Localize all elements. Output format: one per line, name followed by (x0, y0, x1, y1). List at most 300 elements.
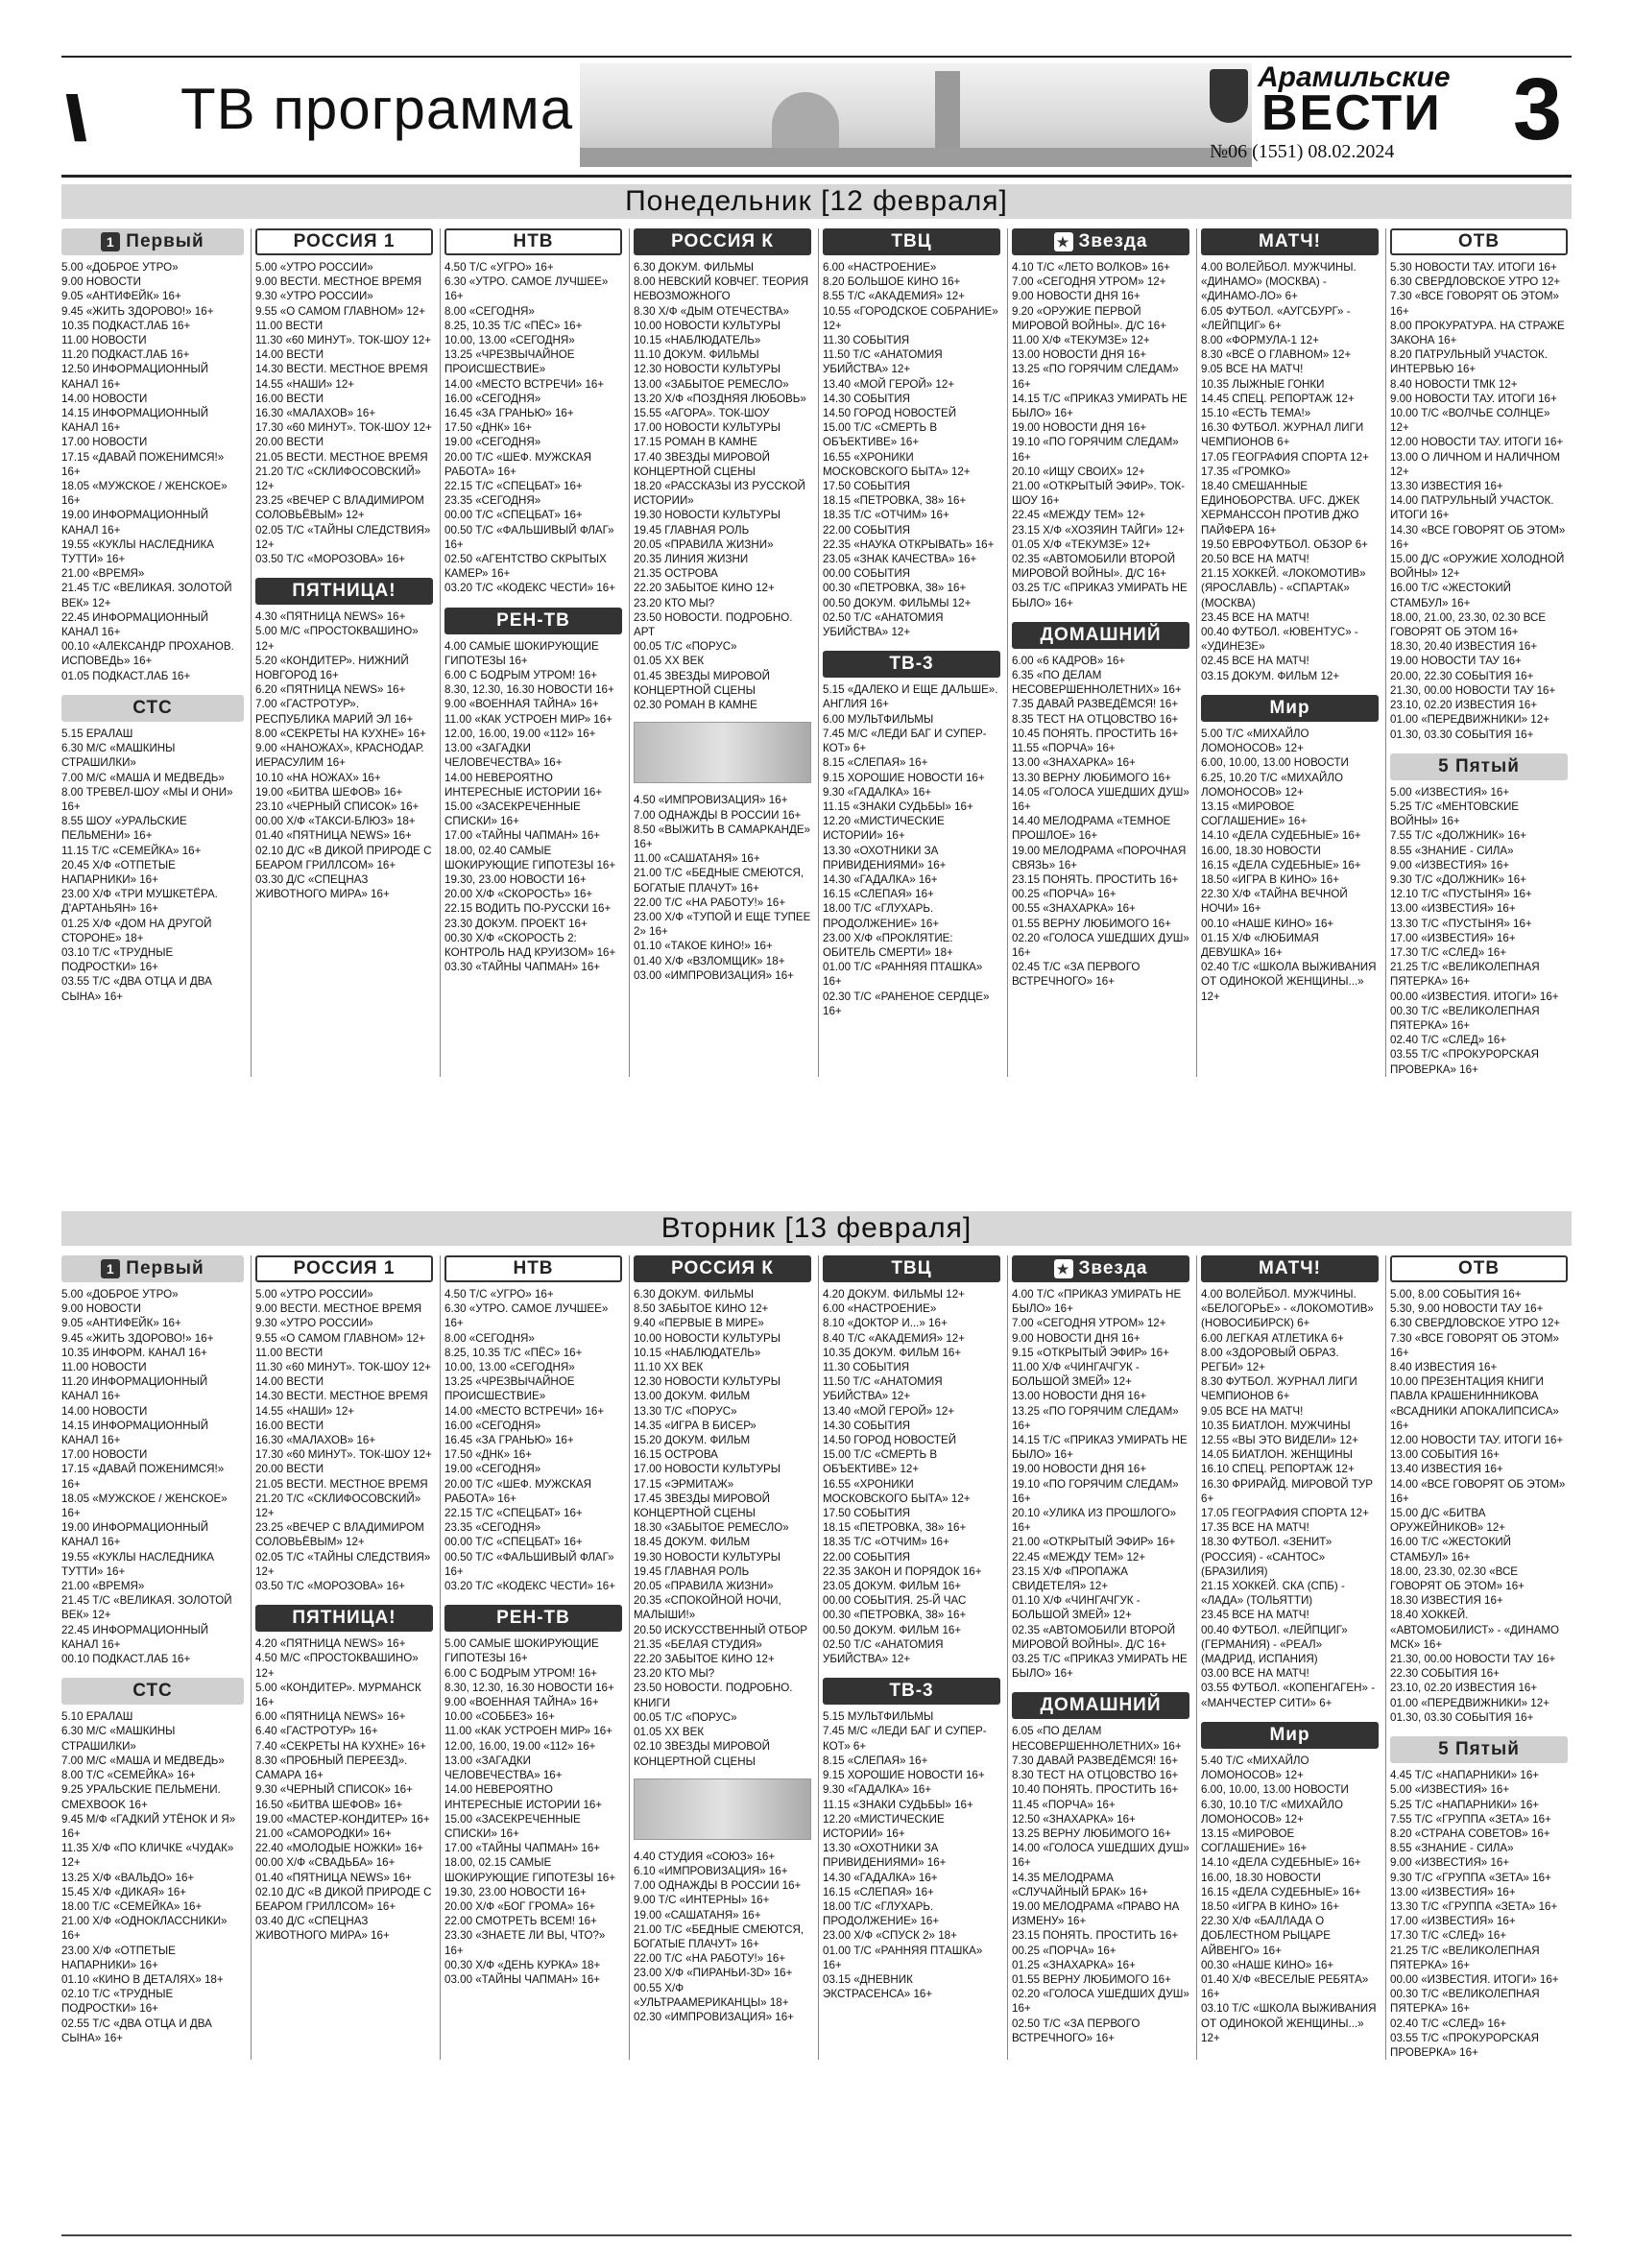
program-item: 01.00 «ПЕРЕДВИЖНИКИ» 12+ (1390, 1696, 1549, 1709)
program-item: 23.10, 02.20 ИЗВЕСТИЯ 16+ (1390, 1682, 1538, 1695)
program-item: 11.00 «САШАТАНЯ» 16+ (634, 852, 760, 866)
program-item: 18.30 ФУТБОЛ. «ЗЕНИТ» (РОССИЯ) - «САНТОС» (БРАЗИЛИЯ) (1201, 1536, 1333, 1578)
program-item: 03.55 ФУТБОЛ. «КОПЕНГАГЕН» - «МАНЧЕСТЕР СИТИ» 6+ (1201, 1682, 1376, 1709)
program-item: 22.45 ИНФОРМАЦИОННЫЙ КАНАЛ 16+ (61, 610, 209, 639)
program-item: 18.05 «МУЖСКОЕ / ЖЕНСКОЕ» 16+ (61, 480, 228, 508)
program-item: 14.00 «МЕСТО ВСТРЕЧИ» 16+ (444, 1404, 605, 1418)
day-monday (61, 184, 1572, 1182)
program-item: 11.15 «ЗНАКИ СУДЬБЫ» 16+ (823, 1798, 973, 1811)
program-item: 13.00 НОВОСТИ ДНЯ 16+ (1012, 1390, 1147, 1403)
program-item: 03.20 Т/С «КОДЕКС ЧЕСТИ» 16+ (444, 582, 615, 595)
program-item: 12.20 «МИСТИЧЕСКИЕ ИСТОРИИ» 16+ (823, 1812, 945, 1840)
program-item: 20.00 ВЕСТИ (255, 436, 324, 449)
program-item: 16.55 «ХРОНИКИ МОСКОВСКОГО БЫТА» 12+ (823, 1477, 971, 1505)
header-photo (580, 63, 1252, 167)
program-item: 9.00 НОВОСТИ ДНЯ 16+ (1012, 290, 1141, 303)
program-item: 03.40 Д/С «СПЕЦНАЗ ЖИВОТНОГО МИРА» 16+ (255, 1915, 390, 1943)
program-item: 00.00 Х/Ф «ТАКСИ-БЛЮЗ» 18+ (255, 815, 416, 828)
program-item: 22.20 ЗАБЫТОЕ КИНО 12+ (634, 1653, 775, 1666)
program-item: 03.30 «ТАЙНЫ ЧАПМАН» 16+ (444, 961, 601, 974)
program-item: 9.30 «УТРО РОССИИ» (255, 290, 373, 303)
issue-info: №06 (1551) 08.02.2024 (1210, 141, 1395, 162)
muz-channel-logo-image (634, 1779, 811, 1840)
program-item: 00.30 Т/С «ВЕЛИКОЛЕПНАЯ ПЯТЕРКА» 16+ (1390, 1988, 1540, 2016)
program-item: 11.10 ДОКУМ. ФИЛЬМЫ (634, 348, 759, 362)
program-item: 15.10 «ЕСТЬ ТЕМА!» (1201, 407, 1311, 420)
schedule-list (444, 639, 622, 975)
program-item: 18.00 Т/С «ГЛУХАРЬ. ПРОДОЛЖЕНИЕ» 16+ (823, 1899, 940, 1928)
program-item: 5.20 «КОНДИТЕР». НИЖНИЙ НОВГОРОД 16+ (255, 654, 409, 682)
program-item: 9.00 НОВОСТИ ДНЯ 16+ (1012, 1331, 1141, 1345)
program-item: 23.25 «ВЕЧЕР С ВЛАДИМИРОМ СОЛОВЬЁВЫМ» 12+ (255, 1521, 424, 1549)
day-date: [13 февраля] (784, 1212, 973, 1244)
program-item: 00.30 Т/С «ВЕЛИКОЛЕПНАЯ ПЯТЕРКА» 16+ (1390, 1004, 1540, 1032)
program-item: 4.30 «ПЯТНИЦА NEWS» 16+ (255, 610, 406, 624)
program-item: 00.00 «ИЗВЕСТИЯ. ИТОГИ» 16+ (1390, 1972, 1559, 1986)
program-item: 13.30 ИЗВЕСТИЯ 16+ (1390, 480, 1503, 493)
program-item: 9.00 «НАНОЖАХ», КРАСНОДАР. ИЕРАСУЛИМ 16+ (255, 742, 424, 770)
program-item: 6.35 «ПО ДЕЛАМ НЕСОВЕРШЕННОЛЕТНИХ» 16+ (1012, 669, 1182, 697)
program-item: 13.40 ИЗВЕСТИЯ 16+ (1390, 1463, 1503, 1476)
program-item: 6.40 «ГАСТРОТУР» 16+ (255, 1725, 378, 1738)
program-item: 14.00 НОВОСТИ (61, 1404, 148, 1418)
program-item: 10.00, 13.00 «СЕГОДНЯ» (444, 334, 575, 347)
program-item: 13.00 «ИЗВЕСТИЯ» 16+ (1390, 1885, 1516, 1898)
program-item: 23.05 «ЗНАК КАЧЕСТВА» 16+ (823, 553, 977, 566)
program-item: 22.35 «НАУКА ОТКРЫВАТЬ» 16+ (823, 537, 995, 551)
program-item: 7.45 М/С «ЛЕДИ БАГ И СУПЕР-КОТ» 6+ (823, 727, 987, 755)
program-item: 14.30 «ГАДАЛКА» 16+ (823, 1871, 938, 1884)
program-item: 8.25, 10.35 Т/С «ПЁС» 16+ (444, 319, 583, 332)
program-item: 13.00 «ЗАБЫТОЕ РЕМЕСЛО» (634, 377, 789, 391)
star-icon: ★ (1054, 1259, 1073, 1278)
program-item: 5.00 «ИЗВЕСТИЯ» 16+ (1390, 785, 1510, 799)
schedule-list (1201, 1287, 1379, 1710)
program-item: 17.00 «ИЗВЕСТИЯ» 16+ (1390, 931, 1516, 944)
program-item: 19.00 МЕЛОДРАМА «ПОРОЧНАЯ СВЯЗЬ» 16+ (1012, 844, 1187, 871)
program-item: 4.10 Т/С «ЛЕТО ВОЛКОВ» 16+ (1012, 261, 1170, 274)
channel-header-rossiya1: РОССИЯ 1 (255, 1255, 433, 1282)
program-item: 22.00 СОБЫТИЯ (823, 523, 911, 537)
schedule-list (1390, 785, 1568, 1077)
program-item: 11.20 ИНФОРМАЦИОННЫЙ КАНАЛ 16+ (61, 1375, 208, 1403)
program-item: 21.25 Т/С «ВЕЛИКОЛЕПНАЯ ПЯТЕРКА» 16+ (1390, 1944, 1540, 1971)
program-item: 18.00, 23.30, 02.30 «ВСЕ ГОВОРЯТ ОБ ЭТОМ» 16+ (1390, 1564, 1525, 1593)
program-item: 11.00 НОВОСТИ (61, 334, 147, 347)
program-item: 23.00 Х/Ф «ОТПЕТЫЕ НАПАРНИКИ» 16+ (61, 1944, 176, 1971)
column-1 (61, 228, 244, 1077)
program-item: 23.00 Х/Ф «ПИРАНЬИ-3D» 16+ (634, 1967, 793, 1980)
program-item: 6.30 М/С «МАШКИНЫ СТРАШИЛКИ» (61, 742, 176, 770)
program-item: 02.10 Д/С «В ДИКОЙ ПРИРОДЕ С БЕАРОМ ГРИЛЛСОМ» 16+ (255, 844, 432, 871)
program-item: 4.00 САМЫЕ ШОКИРУЮЩИЕ ГИПОТЕЗЫ 16+ (444, 639, 599, 667)
muz-channel-logo-image (634, 722, 811, 783)
program-item: 14.00 НЕВЕРОЯТНО ИНТЕРЕСНЫЕ ИСТОРИИ 16+ (444, 1783, 603, 1811)
program-item: 19.00 ИНФОРМАЦИОННЫЙ КАНАЛ 16+ (61, 1521, 209, 1549)
program-item: 8.30, 12.30, 16.30 НОВОСТИ 16+ (444, 1681, 614, 1694)
program-item: 21.25 Т/С «ВЕЛИКОЛЕПНАЯ ПЯТЕРКА» 16+ (1390, 961, 1540, 989)
program-item: 6.10 «ИМПРОВИЗАЦИЯ» 16+ (634, 1864, 788, 1877)
program-item: 03.55 Т/С «ПРОКУРОРСКАЯ ПРОВЕРКА» 16+ (1390, 1048, 1539, 1076)
schedule-list (1012, 1287, 1189, 1681)
program-item: 19.00 НОВОСТИ ТАУ 16+ (1390, 655, 1522, 668)
program-item: 13.30 ВЕРНУ ЛЮБИМОГО 16+ (1012, 771, 1171, 784)
program-item: 18.00 Т/С «ГЛУХАРЬ. ПРОДОЛЖЕНИЕ» 16+ (823, 902, 940, 930)
column-5 (818, 228, 1000, 1077)
program-item: 13.25 «ПО ГОРЯЧИМ СЛЕДАМ» 16+ (1012, 363, 1179, 391)
program-item: 11.00 «КАК УСТРОЕН МИР» 16+ (444, 1725, 612, 1738)
program-item: 21.20 Т/С «СКЛИФОСОВСКИЙ» 12+ (255, 1492, 421, 1520)
program-item: 9.05 «АНТИФЕЙК» 16+ (61, 290, 181, 303)
program-item: 10.00 НОВОСТИ КУЛЬТУРЫ (634, 319, 780, 332)
program-item: 7.40 «СЕКРЕТЫ НА КУХНЕ» 16+ (255, 1739, 426, 1753)
program-item: 9.05 ВСЕ НА МАТЧ! (1201, 1404, 1304, 1418)
program-item: 13.25 «ПО ГОРЯЧИМ СЛЕДАМ» 16+ (1012, 1404, 1179, 1432)
program-item: 18.40 СМЕШАННЫЕ ЕДИНОБОРСТВА. UFC. ДЖЕК ХЕРМАНССОН ПРОТИВ ДЖО ПАЙФЕРА 16+ (1201, 480, 1360, 537)
program-item: 21.05 ВЕСТИ. МЕСТНОЕ ВРЕМЯ (255, 1477, 428, 1491)
program-item: 02.20 «ГОЛОСА УШЕДШИХ ДУШ» 16+ (1012, 1988, 1189, 2016)
channel-header-sts: СТС (61, 695, 244, 722)
program-item: 8.15 «СЛЕПАЯ» 16+ (823, 1754, 928, 1767)
program-item: 14.35 «ИГРА В БИСЕР» (634, 1419, 756, 1432)
program-item: 02.20 «ГОЛОСА УШЕДШИХ ДУШ» 16+ (1012, 931, 1189, 959)
program-item: 6.20 «ПЯТНИЦА NEWS» 16+ (255, 683, 406, 697)
program-item: 17.00 НОВОСТИ КУЛЬТУРЫ (634, 421, 780, 435)
schedule-list (255, 609, 433, 901)
program-item: 9.15 «ОТКРЫТЫЙ ЭФИР» 16+ (1012, 1346, 1169, 1359)
channel-header-otv: ОТВ (1390, 1255, 1568, 1282)
program-item: 02.50 Т/С «АНАТОМИЯ УБИЙСТВА» 12+ (823, 610, 944, 639)
program-item: 22.30 СОБЫТИЯ 16+ (1390, 1667, 1500, 1681)
program-item: 01.05 XX ВЕК (634, 1726, 705, 1739)
program-item: 14.55 «НАШИ» 12+ (255, 377, 355, 391)
program-item: 17.50 «ДНК» 16+ (444, 1448, 532, 1462)
program-item: 8.50 ЗАБЫТОЕ КИНО 12+ (634, 1302, 769, 1316)
program-item: 6.30 ДОКУМ. ФИЛЬМЫ (634, 1288, 755, 1301)
program-item: 9.45 «ЖИТЬ ЗДОРОВО!» 16+ (61, 304, 214, 318)
program-item: 12.55 «ВЫ ЭТО ВИДЕЛИ» 12+ (1201, 1434, 1358, 1447)
program-item: 14.10 «ДЕЛА СУДЕБНЫЕ» 16+ (1201, 829, 1361, 843)
program-item: 9.20 «ОРУЖИЕ ПЕРВОЙ МИРОВОЙ ВОЙНЫ». Д/С 16+ (1012, 304, 1166, 332)
program-item: 21.00 Т/С «БЕДНЫЕ СМЕЮТСЯ, БОГАТЫЕ ПЛАЧУТ» 16+ (634, 867, 804, 895)
program-item: 22.00 Т/С «НА РАБОТУ!» 16+ (634, 895, 786, 909)
program-item: 02.30 «ИМПРОВИЗАЦИЯ» 16+ (634, 2010, 794, 2023)
program-item: 18.05 «МУЖСКОЕ / ЖЕНСКОЕ» 16+ (61, 1492, 228, 1520)
program-item: 8.30 ТЕСТ НА ОТЦОВСТВО 16+ (1012, 1769, 1179, 1782)
program-item: 01.10 Х/Ф «ЧИНГАЧГУК - БОЛЬШОЙ ЗМЕЙ» 12+ (1012, 1594, 1141, 1622)
program-item: 9.45 М/Ф «ГАДКИЙ УТЁНОК И Я» 16+ (61, 1812, 236, 1840)
program-item: 19.10 «ПО ГОРЯЧИМ СЛЕДАМ» 16+ (1012, 1477, 1179, 1505)
column-7 (1196, 1255, 1379, 2060)
program-item: 00.50 Т/С «ФАЛЬШИВЫЙ ФЛАГ» 16+ (444, 523, 614, 551)
program-item: 16.50 «БИТВА ШЕФОВ» 16+ (255, 1798, 403, 1811)
program-item: 9.30 «ЧЕРНЫЙ СПИСОК» 16+ (255, 1783, 413, 1797)
program-item: 23.00 Х/Ф «ПРОКЛЯТИЕ: ОБИТЕЛЬ СМЕРТИ» 18+ (823, 931, 953, 959)
program-item: 5.10 ЕРАЛАШ (61, 1710, 133, 1724)
program-item: 17.00 НОВОСТИ (61, 436, 148, 449)
program-item: 8.00 «СЕГОДНЯ» (444, 304, 535, 318)
program-item: 02.05 Т/С «ТАЙНЫ СЛЕДСТВИЯ» 12+ (255, 1550, 431, 1578)
channel-header-tv3: ТВ-3 (823, 651, 1000, 678)
program-item: 00.30 «ПЕТРОВКА, 38» 16+ (823, 582, 967, 595)
program-item: 16.00 ВЕСТИ (255, 1419, 324, 1432)
program-item: 14.30 СОБЫТИЯ (823, 392, 911, 405)
page-number: 3 (1512, 60, 1562, 158)
program-item: 16.00 Т/С «ЖЕСТОКИЙ СТАМБУЛ» 16+ (1390, 1536, 1512, 1564)
program-item: 02.45 Т/С «ЗА ПЕРВОГО ВСТРЕЧНОГО» 16+ (1012, 961, 1141, 989)
program-item: 17.35 ВСЕ НА МАТЧ! (1201, 1521, 1309, 1535)
program-item: 8.55 «ЗНАНИЕ - СИЛА» (1390, 1842, 1514, 1855)
program-item: 16.15 ОСТРОВА (634, 1448, 718, 1462)
program-item: 15.00 Т/С «СМЕРТЬ В ОБЪЕКТИВЕ» 16+ (823, 421, 938, 449)
program-item: 14.00 «МЕСТО ВСТРЕЧИ» 16+ (444, 377, 605, 391)
program-item: 02.50 «АГЕНТСТВО СКРЫТЫХ КАМЕР» 16+ (444, 553, 607, 581)
program-item: 7.00 «ГАСТРОТУР». РЕСПУБЛИКА МАРИЙ ЭЛ 16+ (255, 698, 414, 726)
program-item: 10.45 ПОНЯТЬ. ПРОСТИТЬ 16+ (1012, 727, 1179, 740)
program-item: 6.25, 10.20 Т/С «МИХАЙЛО ЛОМОНОСОВ» 12+ (1201, 771, 1344, 799)
program-item: 01.00 Т/С «РАННЯЯ ПТАШКА» 16+ (823, 1944, 983, 1971)
program-item: 23.00 Х/Ф «ТУПОЙ И ЕЩЕ ТУПЕЕ 2» 16+ (634, 910, 811, 939)
program-item: 9.00 ВЕСТИ. МЕСТНОЕ ВРЕМЯ (255, 275, 422, 289)
program-item: 21.00 «ВРЕМЯ» (61, 1580, 145, 1593)
program-item: 18.50 «ИГРА В КИНО» 16+ (1201, 1899, 1339, 1913)
schedule-list (823, 1709, 1000, 2001)
program-item: 00.10 ПОДКАСТ.ЛАБ 16+ (61, 1653, 191, 1666)
program-item: 00.50 Т/С «ФАЛЬШИВЫЙ ФЛАГ» 16+ (444, 1550, 614, 1578)
program-item: 18.20 «РАССКАЗЫ ИЗ РУССКОЙ ИСТОРИИ» (634, 480, 805, 508)
program-item: 7.00 М/С «МАША И МЕДВЕДЬ» (61, 771, 225, 784)
program-item: 18.30 ИЗВЕСТИЯ 16+ (1390, 1594, 1503, 1608)
program-item: 16.30 ФРИРАЙД. МИРОВОЙ ТУР 6+ (1201, 1477, 1374, 1505)
program-item: 21.15 ХОККЕЙ. СКА (СПБ) - «ЛАДА» (ТОЛЬЯТТИ) (1201, 1580, 1345, 1608)
program-item: 17.30 «60 МИНУТ». ТОК-ШОУ 12+ (255, 421, 432, 435)
schedule-list (1012, 1724, 1189, 2044)
program-item: 7.55 Т/С «ГРУППА «ЗЕТА» 16+ (1390, 1812, 1551, 1826)
program-item: 11.00 ВЕСТИ (255, 1346, 324, 1359)
program-item: 14.15 ИНФОРМАЦИОННЫЙ КАНАЛ 16+ (61, 407, 209, 435)
program-item: 17.15 «ДАВАЙ ПОЖЕНИМСЯ!» 16+ (61, 450, 225, 478)
program-item: 6.00 С БОДРЫМ УТРОМ! 16+ (444, 669, 598, 682)
program-item: 21.20 Т/С «СКЛИФОСОВСКИЙ» 12+ (255, 465, 421, 493)
program-item: 20.05 «ПРАВИЛА ЖИЗНИ» (634, 537, 774, 551)
program-item: 8.25, 10.35 Т/С «ПЁС» 16+ (444, 1346, 583, 1359)
channel-header-rossiya-k: РОССИЯ К (634, 228, 811, 255)
program-item: 23.15 ПОНЯТЬ. ПРОСТИТЬ 16+ (1012, 872, 1179, 886)
day-tuesday (61, 1211, 1572, 2229)
program-item: 10.00 Т/С «ВОЛЧЬЕ СОЛНЦЕ» 12+ (1390, 407, 1550, 435)
schedule-list (61, 727, 244, 1004)
schedule-list (255, 1287, 433, 1593)
program-item: 01.05 ПОДКАСТ.ЛАБ 16+ (61, 669, 191, 682)
program-item: 13.25 Х/Ф «ВАЛЬДО» 16+ (61, 1871, 195, 1884)
program-item: 13.30 Т/С «ПОРУС» (634, 1404, 737, 1418)
program-item: 19.55 «КУКЛЫ НАСЛЕДНИКА ТУТТИ» 16+ (61, 1550, 215, 1578)
program-item: 14.00 «ВСЕ ГОВОРЯТ ОБ ЭТОМ» 16+ (1390, 1477, 1566, 1505)
program-item: 10.15 «НАБЛЮДАТЕЛЬ» (634, 1346, 761, 1359)
program-item: 16.55 «ХРОНИКИ МОСКОВСКОГО БЫТА» 12+ (823, 450, 971, 478)
program-item: 10.15 «НАБЛЮДАТЕЛЬ» (634, 334, 761, 347)
schedule-list (823, 1287, 1000, 1666)
program-item: 13.15 «МИРОВОЕ СОГЛАШЕНИЕ» 16+ (1201, 1826, 1308, 1855)
program-item: 9.55 «О САМОМ ГЛАВНОМ» 12+ (255, 1331, 425, 1345)
program-item: 14.30 ВЕСТИ. МЕСТНОЕ ВРЕМЯ (255, 1390, 428, 1403)
program-item: 03.55 Т/С «ДВА ОТЦА И ДВА СЫНА» 16+ (61, 975, 212, 1003)
program-item: 20.10 «УЛИКА ИЗ ПРОШЛОГО» 16+ (1012, 1507, 1177, 1535)
program-item: 16.10 СПЕЦ. РЕПОРТАЖ 12+ (1201, 1463, 1355, 1476)
program-item: 22.00 СМОТРЕТЬ ВСЕМ! 16+ (444, 1915, 597, 1928)
program-item: 20.50 ИСКУССТВЕННЫЙ ОТБОР (634, 1623, 807, 1636)
program-item: 11.55 «ПОРЧА» 16+ (1012, 742, 1116, 755)
schedule-list (1012, 654, 1189, 990)
program-item: 20.45 Х/Ф «ОТПЕТЫЕ НАПАРНИКИ» 16+ (61, 858, 176, 886)
program-item: 19.30, 23.00 НОВОСТИ 16+ (444, 872, 587, 886)
program-item: 19.45 ГЛАВНАЯ РОЛЬ (634, 523, 750, 537)
program-item: 6.30 ДОКУМ. ФИЛЬМЫ (634, 261, 755, 274)
column-6 (1007, 1255, 1189, 2060)
program-item: 8.55 Т/С «АКАДЕМИЯ» 12+ (823, 290, 966, 303)
program-item: 16.45 «ЗА ГРАНЬЮ» 16+ (444, 407, 574, 420)
program-item: 4.50 «ИМПРОВИЗАЦИЯ» 16+ (634, 794, 788, 807)
program-item: 7.00 ОДНАЖДЫ В РОССИИ 16+ (634, 1879, 802, 1893)
program-item: 23.15 ПОНЯТЬ. ПРОСТИТЬ 16+ (1012, 1929, 1179, 1943)
program-item: 00.30 «ПЕТРОВКА, 38» 16+ (823, 1609, 967, 1622)
channel-header-pyatnica: ПЯТНИЦА! (255, 578, 433, 605)
program-item: 00.00 Х/Ф «СВАДЬБА» 16+ (255, 1856, 396, 1870)
program-item: 01.00 «ПЕРЕДВИЖНИКИ» 12+ (1390, 713, 1549, 727)
program-item: 8.00 «ЗДОРОВЫЙ ОБРАЗ. РЕГБИ» 12+ (1201, 1346, 1339, 1374)
program-item: 20.05 «ПРАВИЛА ЖИЗНИ» (634, 1580, 774, 1593)
program-item: 03.50 Т/С «МОРОЗОВА» 16+ (255, 1580, 406, 1593)
program-item: 23.50 НОВОСТИ. ПОДРОБНО. КНИГИ (634, 1682, 793, 1709)
program-item: 03.30 Д/С «СПЕЦНАЗ ЖИВОТНОГО МИРА» 16+ (255, 872, 390, 901)
day-date: [12 февраля] (821, 185, 1008, 217)
program-item: 8.00 НЕВСКИЙ КОВЧЕГ. ТЕОРИЯ НЕВОЗМОЖНОГО (634, 275, 809, 303)
program-item: 5.30, 9.00 НОВОСТИ ТАУ 16+ (1390, 1302, 1544, 1316)
program-item: 00.00 СОБЫТИЯ. 25-Й ЧАС (823, 1594, 967, 1608)
program-item: 9.30 «ГАДАЛКА» 16+ (823, 785, 932, 799)
program-item: 13.20 Х/Ф «ПОЗДНЯЯ ЛЮБОВЬ» (634, 392, 806, 405)
ground-strip (580, 148, 1252, 167)
channel-header-rossiya-k: РОССИЯ К (634, 1255, 811, 1282)
program-item: 13.25 ВЕРНУ ЛЮБИМОГО 16+ (1012, 1826, 1171, 1840)
program-item: 5.40 Т/С «МИХАЙЛО ЛОМОНОСОВ» 12+ (1201, 1754, 1309, 1782)
program-item: 11.30 «60 МИНУТ». ТОК-ШОУ 12+ (255, 334, 431, 347)
program-item: 00.05 Т/С «ПОРУС» (634, 1710, 737, 1724)
program-item: 00.40 ФУТБОЛ. «ЮВЕНТУС» - «УДИНЕЗЕ» (1201, 626, 1358, 654)
program-item: 03.15 ДОКУМ. ФИЛЬМ 12+ (1201, 669, 1340, 682)
program-item: 19.00 ИНФОРМАЦИОННЫЙ КАНАЛ 16+ (61, 509, 209, 537)
program-item: 14.50 ГОРОД НОВОСТЕЙ (823, 407, 957, 420)
program-item: 22.15 ВОДИТЬ ПО-РУССКИ 16+ (444, 902, 612, 916)
program-item: 9.00 НОВОСТИ (61, 1302, 141, 1316)
program-item: 8.55 «ЗНАНИЕ - СИЛА» (1390, 844, 1514, 857)
program-item: 16.15 «ДЕЛА СУДЕБНЫЕ» 16+ (1201, 1885, 1361, 1898)
schedule-list (634, 793, 811, 983)
column-8 (1385, 1255, 1568, 2060)
program-item: 11.10 XX ВЕК (634, 1361, 704, 1374)
program-item: 9.45 «ЖИТЬ ЗДОРОВО!» 16+ (61, 1331, 214, 1345)
program-item: 14.30 ВЕСТИ. МЕСТНОЕ ВРЕМЯ (255, 363, 428, 376)
schedule-list (1201, 1754, 1379, 2045)
program-item: 14.00 ВЕСТИ (255, 1375, 324, 1389)
program-item: 19.45 ГЛАВНАЯ РОЛЬ (634, 1564, 750, 1578)
channel-header-perviy: 1 Первый (61, 228, 244, 255)
program-item: 14.00 ПАТРУЛЬНЫЙ УЧАСТОК. ИТОГИ 16+ (1390, 494, 1554, 522)
program-item: 00.10 «АЛЕКСАНДР ПРОХАНОВ. ИСПОВЕДЬ» 16+ (61, 640, 234, 668)
program-item: 9.00 НОВОСТИ ТАУ. ИТОГИ 16+ (1390, 392, 1557, 405)
program-item: 8.00 «СЕКРЕТЫ НА КУХНЕ» 16+ (255, 727, 426, 740)
channel-header-pyatiy: 5 Пятый (1390, 753, 1568, 780)
program-item: 6.00 МУЛЬТФИЛЬМЫ (823, 712, 934, 726)
program-item: 6.00 С БОДРЫМ УТРОМ! 16+ (444, 1666, 598, 1680)
program-item: 12.20 «МИСТИЧЕСКИЕ ИСТОРИИ» 16+ (823, 815, 945, 843)
program-item: 18.45 ДОКУМ. ФИЛЬМ (634, 1536, 751, 1549)
day-label: Понедельник (625, 185, 812, 217)
program-item: 01.25 «ЗНАХАРКА» 16+ (1012, 1958, 1136, 1971)
program-item: 21.00 Х/Ф «ОДНОКЛАССНИКИ» 16+ (61, 1915, 228, 1943)
program-item: 01.55 ВЕРНУ ЛЮБИМОГО 16+ (1012, 917, 1171, 930)
program-item: 21.45 Т/С «ВЕЛИКАЯ. ЗОЛОТОЙ ВЕК» 12+ (61, 582, 232, 609)
program-item: 9.00 «ВОЕННАЯ ТАЙНА» 16+ (444, 698, 599, 711)
column-1 (61, 1255, 244, 2060)
program-item: 6.00, 10.00, 13.00 НОВОСТИ (1201, 1783, 1349, 1797)
program-item: 11.20 ПОДКАСТ.ЛАБ 16+ (61, 348, 190, 362)
program-item: 02.50 Т/С «АНАТОМИЯ УБИЙСТВА» 12+ (823, 1637, 944, 1666)
program-item: 17.00 «ТАЙНЫ ЧАПМАН» 16+ (444, 829, 601, 843)
program-item: 00.30 Х/Ф «СКОРОСТЬ 2: КОНТРОЛЬ НАД КРУИЗОМ» 16+ (444, 931, 616, 959)
program-item: 17.45 ЗВЕЗДЫ МИРОВОЙ КОНЦЕРТНОЙ СЦЕНЫ (634, 1492, 770, 1520)
program-item: 19.30, 23.00 НОВОСТИ 16+ (444, 1885, 587, 1898)
program-item: 13.00 НОВОСТИ ДНЯ 16+ (1012, 348, 1147, 362)
program-item: 6.00 ЛЕГКАЯ АТЛЕТИКА 6+ (1201, 1331, 1344, 1345)
program-item: 16.00 Т/С «ЖЕСТОКИЙ СТАМБУЛ» 16+ (1390, 582, 1512, 609)
program-item: 18.30, 20.40 ИЗВЕСТИЯ 16+ (1390, 640, 1538, 654)
program-item: 9.00 НОВОСТИ (61, 275, 141, 289)
program-item: 16.45 «ЗА ГРАНЬЮ» 16+ (444, 1434, 574, 1447)
program-item: 10.40 ПОНЯТЬ. ПРОСТИТЬ 16+ (1012, 1783, 1179, 1797)
program-item: 18.00, 02.40 САМЫЕ ШОКИРУЮЩИЕ ГИПОТЕЗЫ 16+ (444, 844, 616, 871)
program-item: 17.00 НОВОСТИ КУЛЬТУРЫ (634, 1463, 780, 1476)
program-item: 19.00 «САШАТАНЯ» 16+ (634, 1908, 761, 1922)
program-item: 00.25 «ПОРЧА» 16+ (1012, 888, 1117, 901)
program-item: 13.40 «МОЙ ГЕРОЙ» 12+ (823, 377, 955, 391)
program-item: 10.00, 13.00 «СЕГОДНЯ» (444, 1361, 575, 1374)
program-item: 12.00 НОВОСТИ ТАУ. ИТОГИ 16+ (1390, 436, 1564, 449)
program-item: 16.15 «СЛЕПАЯ» 16+ (823, 1885, 934, 1898)
program-item: 14.30 «ВСЕ ГОВОРЯТ ОБ ЭТОМ» 16+ (1390, 523, 1566, 551)
program-item: 23.10 «ЧЕРНЫЙ СПИСОК» 16+ (255, 800, 420, 813)
program-item: 11.30 «60 МИНУТ». ТОК-ШОУ 12+ (255, 1361, 431, 1374)
program-item: 19.00 «МАСТЕР-КОНДИТЕР» 16+ (255, 1812, 430, 1826)
program-item: 21.35 «БЕЛАЯ СТУДИЯ» (634, 1637, 762, 1651)
program-item: 01.05 XX ВЕК (634, 655, 705, 668)
program-item: 12.50 «ЗНАХАРКА» 16+ (1012, 1812, 1136, 1826)
program-item: 22.30 Х/Ф «БАЛЛАДА О ДОБЛЕСТНОМ РЫЦАРЕ АЙВЕНГО» 16+ (1201, 1915, 1331, 1957)
program-item: 15.20 ДОКУМ. ФИЛЬМ (634, 1434, 751, 1447)
program-item: 9.30 «УТРО РОССИИ» (255, 1317, 373, 1330)
program-item: 18.30 «ЗАБЫТОЕ РЕМЕСЛО» (634, 1521, 789, 1535)
program-item: 19.00 МЕЛОДРАМА «ПРАВО НА ИЗМЕНУ» 16+ (1012, 1899, 1180, 1928)
program-item: 02.05 Т/С «ТАЙНЫ СЛЕДСТВИЯ» 12+ (255, 523, 431, 551)
program-item: 6.00 «НАСТРОЕНИЕ» (823, 1302, 937, 1316)
program-item: 8.30 «ПРОБНЫЙ ПЕРЕЕЗД». САМАРА 16+ (255, 1754, 408, 1782)
program-item: 6.30 «УТРО. САМОЕ ЛУЧШЕЕ» 16+ (444, 275, 609, 303)
program-item: 01.30, 03.30 СОБЫТИЯ 16+ (1390, 728, 1534, 741)
program-item: 02.40 Т/С «СЛЕД» 16+ (1390, 1034, 1507, 1047)
program-item: 11.00 ВЕСТИ (255, 319, 324, 332)
schedule-list (255, 260, 433, 566)
column-7 (1196, 228, 1379, 1077)
